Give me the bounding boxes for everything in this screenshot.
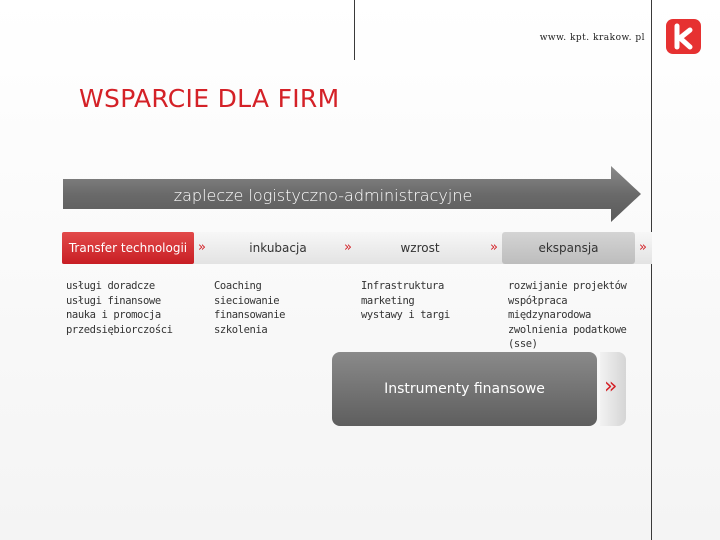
instruments-separator: » xyxy=(604,374,618,399)
detail-item: marketing xyxy=(361,294,415,307)
detail-item: rozwijanie projektów xyxy=(508,280,627,292)
stage-separator: » xyxy=(344,240,352,255)
stage-details-transfer xyxy=(66,279,173,337)
detail-item: nauka i promocja xyxy=(66,309,161,321)
kpt-logo xyxy=(666,19,701,54)
detail-item: Infrastruktura xyxy=(361,280,444,292)
arrow-label: zaplecze logistyczno-administracyjne xyxy=(173,186,473,205)
detail-item: usługi finansowe xyxy=(66,294,161,307)
website-url: www. kpt. krakow. pl xyxy=(539,33,645,43)
stage-wzrost: wzrost xyxy=(400,241,440,255)
stage-separator: » xyxy=(198,240,206,255)
instruments-label: Instrumenty finansowe xyxy=(384,381,545,397)
page-title: WSPARCIE DLA FIRM xyxy=(79,84,340,113)
detail-item: Coaching xyxy=(214,280,262,292)
stage-ekspansja: ekspansja xyxy=(502,232,635,264)
detail-item: przedsiębiorczości xyxy=(66,323,173,336)
detail-item: zwolnienia podatkowe xyxy=(508,323,627,336)
detail-item: (sse) xyxy=(508,338,538,350)
stage-details-ekspansja xyxy=(508,279,626,352)
detail-item: sieciowanie xyxy=(214,294,280,307)
detail-item: współpraca xyxy=(508,294,568,307)
right-divider-line xyxy=(651,0,652,540)
stage-details-wzrost xyxy=(361,279,450,323)
k-letter-icon xyxy=(666,19,701,54)
stage-details-inkubacja xyxy=(214,279,285,337)
detail-item: szkolenia xyxy=(214,323,268,336)
detail-item: wystawy i targi xyxy=(361,309,450,321)
detail-item: usługi doradcze xyxy=(66,280,155,292)
detail-item: finansowanie xyxy=(214,309,286,321)
stage-separator: » xyxy=(639,240,647,255)
stage-separator: » xyxy=(490,240,498,255)
top-divider-line xyxy=(354,0,355,60)
detail-item: międzynarodowa xyxy=(508,309,591,321)
stage-transfer-technologii: Transfer technologii xyxy=(62,232,194,264)
stage-inkubacja: inkubacja xyxy=(249,241,307,255)
